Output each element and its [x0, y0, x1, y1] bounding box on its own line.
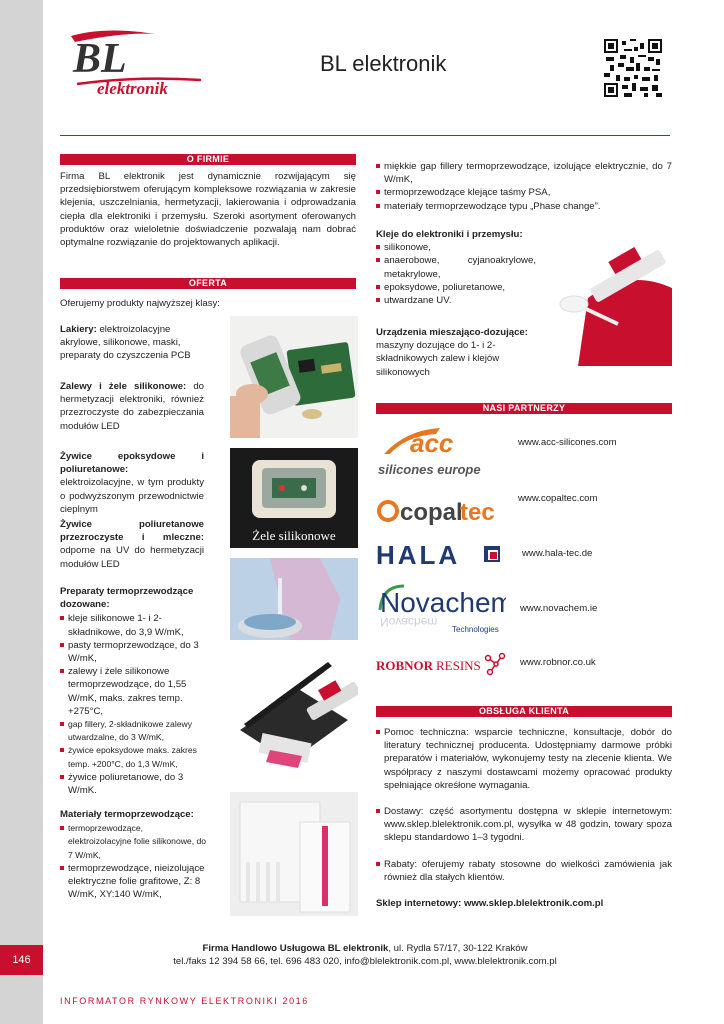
- kleje-block: Kleje do elektroniki i przemysłu: silikonowe, anaerobowe, cyjanoakrylowe, metakrylowe, epoksydowe, poliuretanowe, utwardzane UV.: [376, 229, 536, 307]
- footer: Firma Handlowo Usługowa BL elektronik, ul. Rydla 57/17, 30-122 Kraków tel./faks 12 394 58 66, tel. 696 483 020, info@blelektronik.com.pl, www.blelektronik.com.pl: [173, 943, 557, 968]
- list-item: kleje silikonowe 1- i 2-składnikowe, do 3,9 W/mK,: [60, 612, 208, 638]
- svg-text:HALA: HALA: [376, 540, 461, 570]
- section-heading-obsluga: OBSŁUGA KLIENTA: [376, 706, 672, 717]
- brand-logo: [65, 28, 205, 100]
- qr-code[interactable]: [604, 39, 662, 97]
- list-item: gap fillery, 2-składnikowe zalewy utwardzalne, do 3 W/mK,: [60, 718, 208, 744]
- offer-lakiery: Lakiery: elektroizolacyjne akrylowe, silikonowe, maski, preparaty do czyszczenia PCB: [60, 324, 191, 362]
- shop-link[interactable]: Sklep internetowy: www.sklep.blelektronik.com.pl: [376, 898, 604, 910]
- svg-text:silicones europe: silicones europe: [378, 462, 481, 477]
- side-bar: [0, 0, 43, 1024]
- section-heading-partnerzy: NASI PARTNERZY: [376, 403, 672, 414]
- offer-zywice: Żywice epoksydowe i poliuretanowe: elektroizolacyjne, w tym produkty o podwyższonym przewodnictwie cieplnym: [60, 451, 204, 515]
- svg-text:RESINS: RESINS: [436, 658, 481, 673]
- partner-url-copaltec[interactable]: www.copaltec.com: [518, 493, 598, 504]
- svg-text:acc: acc: [410, 428, 454, 458]
- offer-zalewy: Zalewy i żele silikonowe: do hermetyzacji elektroniki, również przezroczyste do zabezpieczania modułów LED: [60, 381, 204, 432]
- novachem-logo: [376, 580, 506, 636]
- section-heading-oferta: OFERTA: [60, 278, 356, 289]
- svg-text:copal: copal: [400, 499, 463, 526]
- list-item: silikonowe,: [376, 241, 536, 254]
- list-item: zalewy i żele silikonowe termoprzewodzące, do 1,55 W/mK, maks. zakres temp. +275°C,: [60, 665, 208, 718]
- list-item: miękkie gap fillery termoprzewodzące, izolujące elektrycznie, do 7 W/mK,: [376, 160, 672, 186]
- heatsink-image: [230, 650, 358, 782]
- copaltec-logo: [376, 494, 500, 528]
- header-rule: [60, 135, 670, 136]
- svg-text:tec: tec: [460, 499, 495, 526]
- image-caption: Żele silikonowe: [252, 527, 336, 543]
- list-item: anaerobowe, cyjanoakrylowe, metakrylowe,: [376, 254, 536, 280]
- list-item: termoprzewodzące, elektroizolacyjne folie silikonowe, do 7 W/mK,: [60, 822, 208, 862]
- adhesive-image: [548, 228, 672, 366]
- partner-url-novachem[interactable]: www.novachem.ie: [520, 603, 598, 614]
- page-number: 146: [0, 945, 43, 975]
- offer-intro: Oferujemy produkty najwyższej klasy:: [60, 298, 220, 309]
- acc-logo: [376, 424, 494, 480]
- offer-materialy: Materiały termoprzewodzące: termoprzewodzące, elektroizolacyjne folie silikonowe, do 7 W/mK, termoprzewodzące, nieizolujące elektryczne folie grafitowe, Z: 8 W/mK, XY:140 W/mK,: [60, 809, 207, 901]
- silicone-gel-image: [230, 448, 358, 548]
- list-item: Pomoc techniczna: wsparcie techniczne, konsultacje, dobór do literatury technicznej producenta. Udostępniamy darmowe próbki preparatów i materiałów, wykonujemy testy na zlecenie klienta. We współpracy z naszymi dostawcami możemy opracować produkty spełniające okreśłone wymagania.: [376, 726, 672, 792]
- section-heading-o-firmie: O FIRMIE: [60, 154, 356, 165]
- partner-url-acc[interactable]: www.acc-silicones.com: [518, 437, 617, 448]
- list-item: Dostawy: część asortymentu dostępna w sklepie internetowym: www.sklep.blelektronik.com.pl, wysyłka w 48 godzin, towary spoza sklepu standardowo 1–3 tygodni.: [376, 805, 672, 845]
- side-url: [5, 540, 37, 840]
- svg-text:BL: BL: [73, 36, 127, 82]
- urzadzenia-block: Urządzenia mieszająco-dozujące: maszyny dozujące do 1- i 2-składnikowych zalew i klejów silikonowych: [376, 327, 528, 378]
- svg-text:Novachem: Novachem: [380, 615, 438, 629]
- list-item: epoksydowe, poliuretanowe,: [376, 281, 536, 294]
- svg-text:ROBNOR: ROBNOR: [376, 658, 434, 673]
- svg-text:Technologies: Technologies: [452, 625, 499, 634]
- customer-service-list: [376, 726, 672, 910]
- list-item: utwardzane UV.: [376, 294, 536, 307]
- thermal-pad-image: [230, 792, 358, 916]
- list-item: termoprzewodzące, nieizolujące elektryczne folie grafitowe, Z: 8 W/mK, XY:140 W/mK,: [60, 862, 208, 902]
- list-item: żywice epoksydowe maks. zakres temp. +200°C, do 1,3 W/mK,: [60, 744, 208, 770]
- list-item: pasty termoprzewodzące, do 3 W/mK,: [60, 639, 208, 665]
- list-item: żywice poliuretanowe, do 3 W/mK.: [60, 771, 208, 797]
- list-item: termoprzewodzące klejące taśmy PSA,: [376, 186, 672, 199]
- publication-note: INFORMATOR RYNKOWY ELEKTRONIKI 2016: [60, 996, 309, 1006]
- partner-url-robnor[interactable]: www.robnor.co.uk: [520, 657, 596, 668]
- conformal-coating-image: [230, 316, 358, 438]
- svg-text:Novachem: Novachem: [380, 587, 506, 618]
- list-item: Rabaty: oferujemy rabaty stosowne do wielkości zamówienia jak również dla stałych klientów.: [376, 858, 672, 884]
- dispensing-image: [230, 558, 358, 640]
- thermal-list: [376, 160, 672, 213]
- robnor-logo: [376, 650, 506, 678]
- offer-preparaty: Preparaty termoprzewodzące dozowane: kleje silikonowe 1- i 2-składnikowe, do 3,9 W/mK, pasty termoprzewodzące, do 3 W/mK, zalewy i żele silikonowe termoprzewodzące, do 1,55 W/mK, maks. zakres temp. +275°C, gap fillery, 2-składnikowe zalewy utwardzalne, do 3 W/mK, żywice epoksydowe maks. zakres temp. +200°C, do 1,3 W/mK, żywice poliuretanowe, do 3 W/mK.: [60, 585, 208, 797]
- svg-text:elektronik: elektronik: [97, 79, 168, 98]
- offer-zywice-pu: Żywice poliuretanowe przezroczyste i mleczne: odporne na UV do hermetyzacji modułów LED: [60, 519, 204, 570]
- about-text: Firma BL elektronik jest dynamicznie rozwijającym się przedsiębiorstwem oferującym kompleksowe rozwiązania w zakresie klejenia, uszczelniania, hermetyzacji, lakierowania i odprowadzania ciepła dla elektroniki i przemysłu. Szeroki asortyment oferowanych produktów oraz wieloletnie doświadczenie pozwalają nam dobrać optymalne rozwiązanie do projektowanych aplikacji.: [60, 171, 356, 249]
- hala-logo: [376, 540, 506, 570]
- page-title: BL elektronik: [320, 51, 447, 76]
- list-item: materiały termoprzewodzące typu „Phase change”.: [376, 200, 672, 213]
- partner-url-hala[interactable]: www.hala-tec.de: [522, 548, 593, 559]
